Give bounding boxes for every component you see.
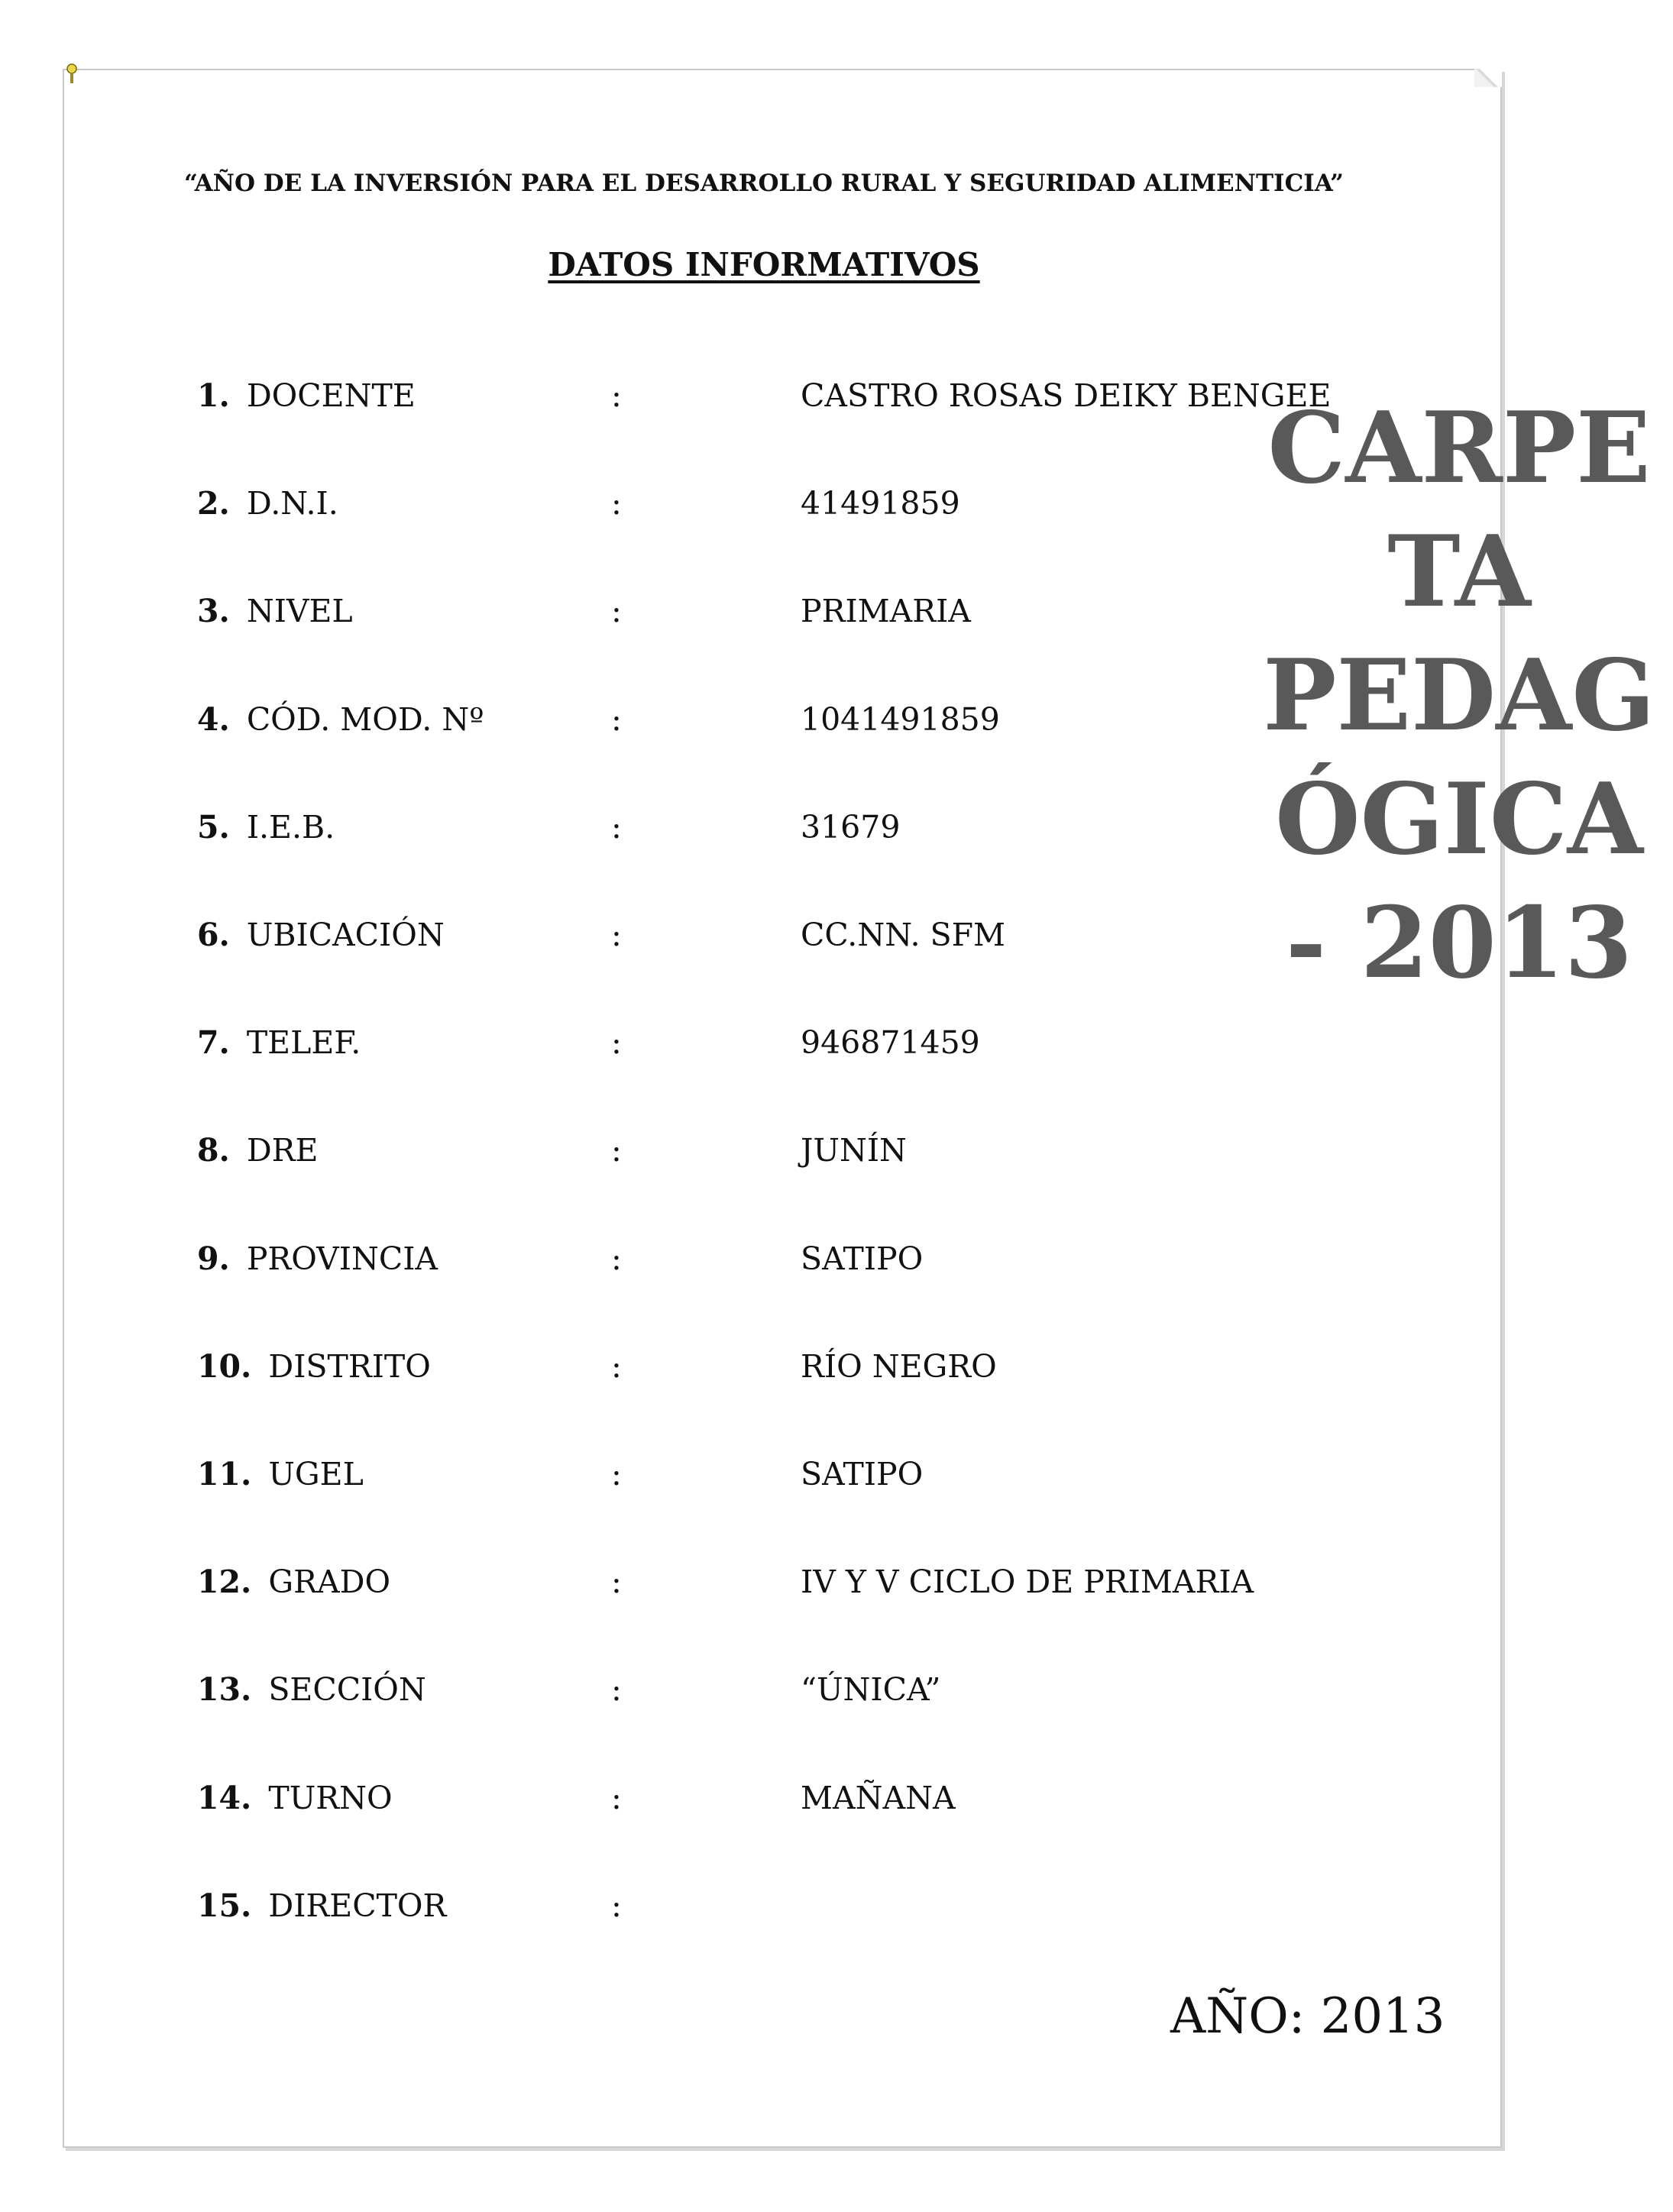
row-colon: : bbox=[611, 1132, 622, 1169]
row-number: 9. bbox=[197, 1240, 230, 1277]
row-label: PROVINCIA bbox=[246, 1240, 438, 1277]
info-row bbox=[197, 804, 335, 850]
row-colon: : bbox=[611, 917, 622, 953]
row-number: 10. bbox=[197, 1348, 252, 1385]
row-label: TELEF. bbox=[246, 1024, 361, 1061]
row-value: 946871459 bbox=[801, 1024, 980, 1061]
row-label: GRADO bbox=[268, 1564, 391, 1600]
info-row bbox=[197, 588, 353, 634]
row-value: 31679 bbox=[801, 809, 901, 846]
row-value: PRIMARIA bbox=[801, 593, 971, 629]
row-colon: : bbox=[611, 1671, 622, 1708]
row-colon: : bbox=[611, 1348, 622, 1385]
row-number: 15. bbox=[197, 1887, 252, 1924]
row-number: 11. bbox=[197, 1456, 252, 1492]
row-colon: : bbox=[611, 1456, 622, 1492]
header-slogan: “AÑO DE LA INVERSIÓN PARA EL DESARROLLO RURAL Y SEGURIDAD ALIMENTICIA” bbox=[184, 170, 1344, 197]
row-label: DISTRITO bbox=[268, 1348, 431, 1385]
row-number: 13. bbox=[197, 1671, 252, 1708]
row-value: IV Y V CICLO DE PRIMARIA bbox=[801, 1564, 1254, 1600]
info-row bbox=[197, 1344, 431, 1389]
row-label: DRE bbox=[246, 1132, 319, 1169]
row-label: D.N.I. bbox=[246, 485, 338, 522]
row-colon: : bbox=[611, 1564, 622, 1600]
document-title: DATOS INFORMATIVOS bbox=[548, 246, 980, 283]
info-row bbox=[197, 1775, 393, 1821]
row-number: 3. bbox=[197, 593, 230, 629]
row-number: 14. bbox=[197, 1780, 252, 1816]
row-colon: : bbox=[611, 485, 622, 522]
info-row bbox=[197, 1883, 446, 1929]
info-row bbox=[197, 912, 445, 958]
row-value: 1041491859 bbox=[801, 701, 1000, 738]
row-label: UBICACIÓN bbox=[246, 917, 445, 953]
row-label: NIVEL bbox=[246, 593, 353, 629]
row-value: SATIPO bbox=[801, 1456, 924, 1492]
info-row bbox=[197, 1559, 390, 1605]
row-colon: : bbox=[611, 593, 622, 629]
row-label: TURNO bbox=[268, 1780, 393, 1816]
row-number: 1. bbox=[197, 377, 230, 414]
info-row bbox=[197, 1451, 364, 1497]
overlay-title: CARPE TA PEDAG ÓGICA - 2013 bbox=[1263, 391, 1655, 1001]
row-number: 12. bbox=[197, 1564, 252, 1600]
info-row bbox=[197, 1667, 426, 1712]
row-colon: : bbox=[611, 701, 622, 738]
pin-icon bbox=[66, 63, 78, 86]
row-colon: : bbox=[611, 809, 622, 846]
row-number: 8. bbox=[197, 1132, 230, 1169]
row-label: UGEL bbox=[268, 1456, 364, 1492]
row-value: JUNÍN bbox=[801, 1132, 907, 1169]
row-label: CÓD. MOD. Nº bbox=[246, 701, 484, 738]
row-value: 41491859 bbox=[801, 485, 960, 522]
row-colon: : bbox=[611, 1024, 622, 1061]
info-row bbox=[197, 373, 416, 419]
row-value: CC.NN. SFM bbox=[801, 917, 1006, 953]
row-value: SATIPO bbox=[801, 1240, 924, 1277]
info-row bbox=[197, 1020, 361, 1066]
footer-year: AÑO: 2013 bbox=[1170, 1988, 1445, 2045]
row-label: DOCENTE bbox=[246, 377, 416, 414]
row-colon: : bbox=[611, 377, 622, 414]
row-colon: : bbox=[611, 1887, 622, 1924]
row-value: “ÚNICA” bbox=[801, 1671, 941, 1708]
info-row bbox=[197, 697, 484, 742]
row-value: RÍO NEGRO bbox=[801, 1348, 997, 1385]
info-row bbox=[197, 480, 338, 526]
row-number: 2. bbox=[197, 485, 230, 522]
row-number: 4. bbox=[197, 701, 230, 738]
row-number: 7. bbox=[197, 1024, 230, 1061]
row-value: CASTRO ROSAS DEIKY BENGEE bbox=[801, 377, 1332, 414]
row-label: I.E.B. bbox=[246, 809, 335, 846]
info-row bbox=[197, 1236, 438, 1282]
row-colon: : bbox=[611, 1240, 622, 1277]
row-label: DIRECTOR bbox=[268, 1887, 447, 1924]
row-value: MAÑANA bbox=[801, 1780, 956, 1816]
page-corner-fold bbox=[1474, 69, 1502, 87]
info-row bbox=[197, 1127, 318, 1173]
row-label: SECCIÓN bbox=[268, 1671, 426, 1708]
row-colon: : bbox=[611, 1780, 622, 1816]
row-number: 6. bbox=[197, 917, 230, 953]
row-number: 5. bbox=[197, 809, 230, 846]
